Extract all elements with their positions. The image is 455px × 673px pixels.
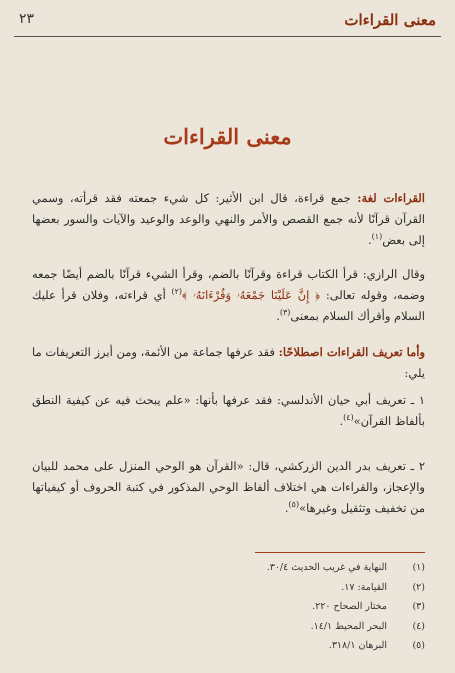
- footnote-ref-3[interactable]: (٣): [279, 308, 291, 318]
- page-number: ٢٣: [19, 11, 35, 27]
- paragraph-abu-hayyan: [32, 390, 425, 432]
- footnote-number: (١): [412, 562, 425, 573]
- term-technical: وأما تعريف القراءات اصطلاحًا:: [278, 345, 425, 359]
- paragraph-text: أي قراءته، وفلان قرأ عليك السلام وأقرأك السلام بمعنى: [32, 288, 425, 323]
- paragraph-linguistic-definition: [32, 188, 425, 251]
- paragraph-text: جمع قراءة، قال ابن الأثير: كل شيء جمعته فقد قرأته، وسمي القرآن قرآنًا لأنه جمع القصص والأمر والنهي والوعد والوعيد والآيات والسور بعضها إلى بعض: [32, 191, 425, 247]
- period: .: [284, 501, 289, 515]
- paragraph-text: وقال الرازي: قرأ الكتاب قراءة وقرآنًا بالضم، وقرأ الشيء قرآنًا بالضم أيضًا جمعه وضمه، وقوله تعالى:: [32, 267, 425, 302]
- footnote-rule: [255, 552, 425, 553]
- period: .: [276, 309, 280, 323]
- footnote-number: (٤): [412, 620, 425, 632]
- period: .: [368, 233, 372, 247]
- footnote-text: البحر المحيط ١٤/١.: [310, 620, 387, 632]
- period: .: [339, 414, 344, 428]
- footnote-item: [125, 558, 425, 578]
- footnote-number: (٢): [412, 581, 425, 593]
- paragraph-text: ٢ ـ تعريف بدر الدين الزركشي، قال: «القرآن هو الوحي المنزل على محمد للبيان والإعجاز، والقراءات هي اختلاف ألفاظ الوحي المذكور في كتبة الحروف أو كيفياتها من تخفيف وتثقيل وغيرها»: [32, 459, 425, 515]
- footnote-ref-5[interactable]: (٥): [288, 500, 300, 510]
- footnote-text: مختار الصحاح ٢٢٠.: [312, 601, 387, 612]
- footnote-text: البرهان ٣١٨/١.: [328, 640, 387, 651]
- footnote-text: القيامة: ١٧.: [341, 581, 387, 593]
- chapter-title: معنى القراءات: [163, 124, 292, 149]
- footnote-ref-2[interactable]: (٢): [171, 287, 183, 297]
- footnote-text: النهاية في غريب الحديث ٣٠/٤.: [266, 562, 387, 573]
- paragraph-text: ١ ـ تعريف أبي حيان الأندلسي: فقد عرفها بأنها: «علم يبحث فيه عن كيفية النطق بألفاظ القرآن»: [32, 393, 425, 428]
- footnote-item: [125, 617, 425, 637]
- footnote-item: [125, 578, 425, 598]
- paragraph-zarkashi: [32, 456, 425, 519]
- quran-verse: ﴿ إِنَّ عَلَيْنَا جَمْعَهُۥ وَقُرْءَانَهُۥ ﴾: [182, 288, 321, 302]
- paragraph-text: فقد عرفها جماعة من الأئمة، ومن أبرز التعريفات ما يلي:: [32, 345, 425, 380]
- footnote-item: [125, 636, 425, 656]
- paragraph-technical-definition: [32, 342, 425, 384]
- term-linguistic: القراءات لغة:: [357, 191, 425, 205]
- footnotes-list: [125, 558, 425, 656]
- footnote-item: [125, 597, 425, 617]
- footnote-ref-4[interactable]: (٤): [343, 413, 354, 423]
- footnote-number: (٥): [412, 640, 425, 651]
- header-rule: [14, 36, 441, 37]
- footnote-number: (٣): [412, 601, 425, 612]
- paragraph-razi: [32, 264, 425, 327]
- running-title: معنى القراءات: [344, 11, 436, 29]
- footnote-ref-1[interactable]: (١): [371, 232, 383, 242]
